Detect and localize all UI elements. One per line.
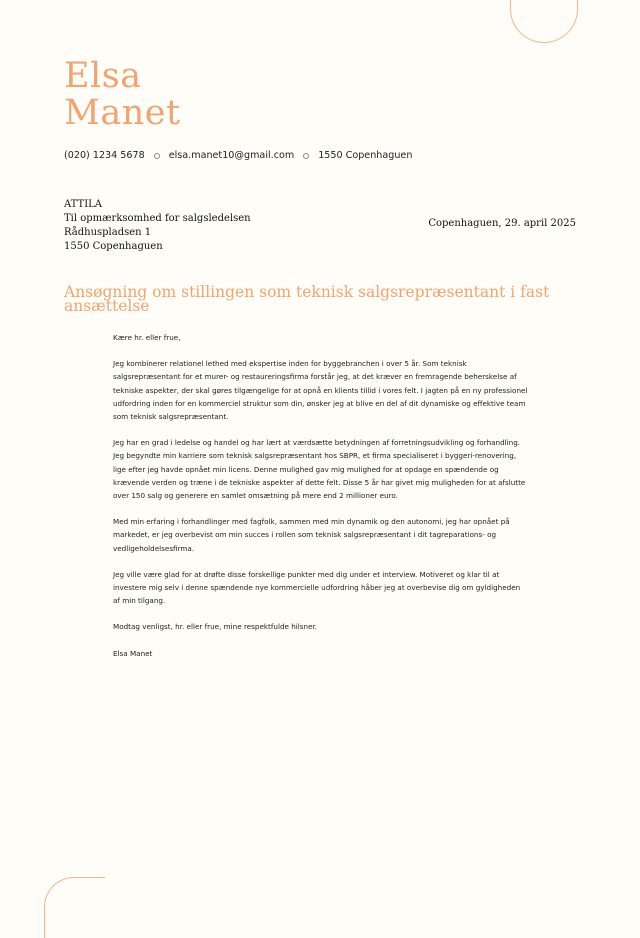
decorative-arc-top	[510, 0, 578, 43]
separator-dot-icon	[303, 153, 309, 159]
paragraph: Jeg kombinerer relationel lethed med ekspertise inden for byggebranchen i over 5 år. Som teknisk salgsrepræsentant for et murer- og restaureringsfirma forstår jeg, at det kræver en fremragende beherskelse af tekniske aspekter, der skal gøres tilgængelige for at opnå en klients tillid i vores felt. I jagten på en ny professionel udfordring inden for en kommerciel struktur som din, ønsker jeg at blive en del af dit dynamiske og effektive team som teknisk salgsrepræsentant.	[113, 359, 528, 422]
paragraph: Jeg har en grad i ledelse og handel og har lært at værdsætte betydningen af forretningsudvikling og forhandling. Jeg begyndte min karriere som teknisk salgsrepræsentant hos SBPR, et firma specialiseret i byggeri-renovering, lige efter jeg havde opnået min licens. Denne mulighed gav mig mulighed for at opdage en spændende og krævende verden og træne i de tekniske aspekter af dette felt. Disse 5 år har givet mig muligheden for at afslutte over 150 salg og generere en samlet omsætning på mere end 2 millioner euro.	[113, 438, 526, 501]
separator-dot-icon	[154, 153, 160, 159]
city: 1550 Copenhaguen	[318, 150, 413, 161]
first-name: Elsa	[64, 56, 142, 96]
closing: Modtag venligst, hr. eller frue, mine respektfulde hilsner.	[113, 622, 318, 632]
paragraph: Jeg ville være glad for at drøfte disse forskellige punkter med dig under et interview. Motiveret og klar til at investere mig selv i denne spændende nye kommercielle udfordring håber jeg at overbevise dig om gyldigheden af min tilgang.	[113, 569, 521, 606]
letter-subject: Ansøgning om stillingen som teknisk salgsrepræsentant i fast ansættelse	[64, 283, 550, 315]
phone: (020) 1234 5678	[64, 150, 145, 161]
signature: Elsa Manet	[113, 648, 153, 658]
applicant-name	[64, 58, 181, 132]
recipient-attention: Til opmærksomhed for salgsledelsen	[64, 213, 251, 224]
last-name: Manet	[64, 93, 181, 133]
contact-line	[64, 150, 412, 161]
decorative-arc-bottom	[44, 877, 105, 938]
recipient-address	[64, 198, 251, 254]
recipient-street: Rådhuspladsen 1	[64, 227, 152, 238]
letter-date: Copenhaguen, 29. april 2025	[428, 218, 576, 229]
recipient-city: 1550 Copenhaguen	[64, 241, 163, 252]
paragraph: Med min erfaring i forhandlinger med fagfolk, sammen med min dynamik og den autonomi, jeg har opnået på markedet, er jeg overbevist om min succes i rollen som teknisk salgsrepræsentant i dit tagreparations- og vedligeholdelsesfirma.	[113, 517, 510, 553]
recipient-company: ATTILA	[64, 199, 103, 210]
greeting: Kære hr. eller frue,	[113, 333, 181, 342]
letter-body	[113, 331, 529, 673]
email: elsa.manet10@gmail.com	[168, 150, 295, 161]
